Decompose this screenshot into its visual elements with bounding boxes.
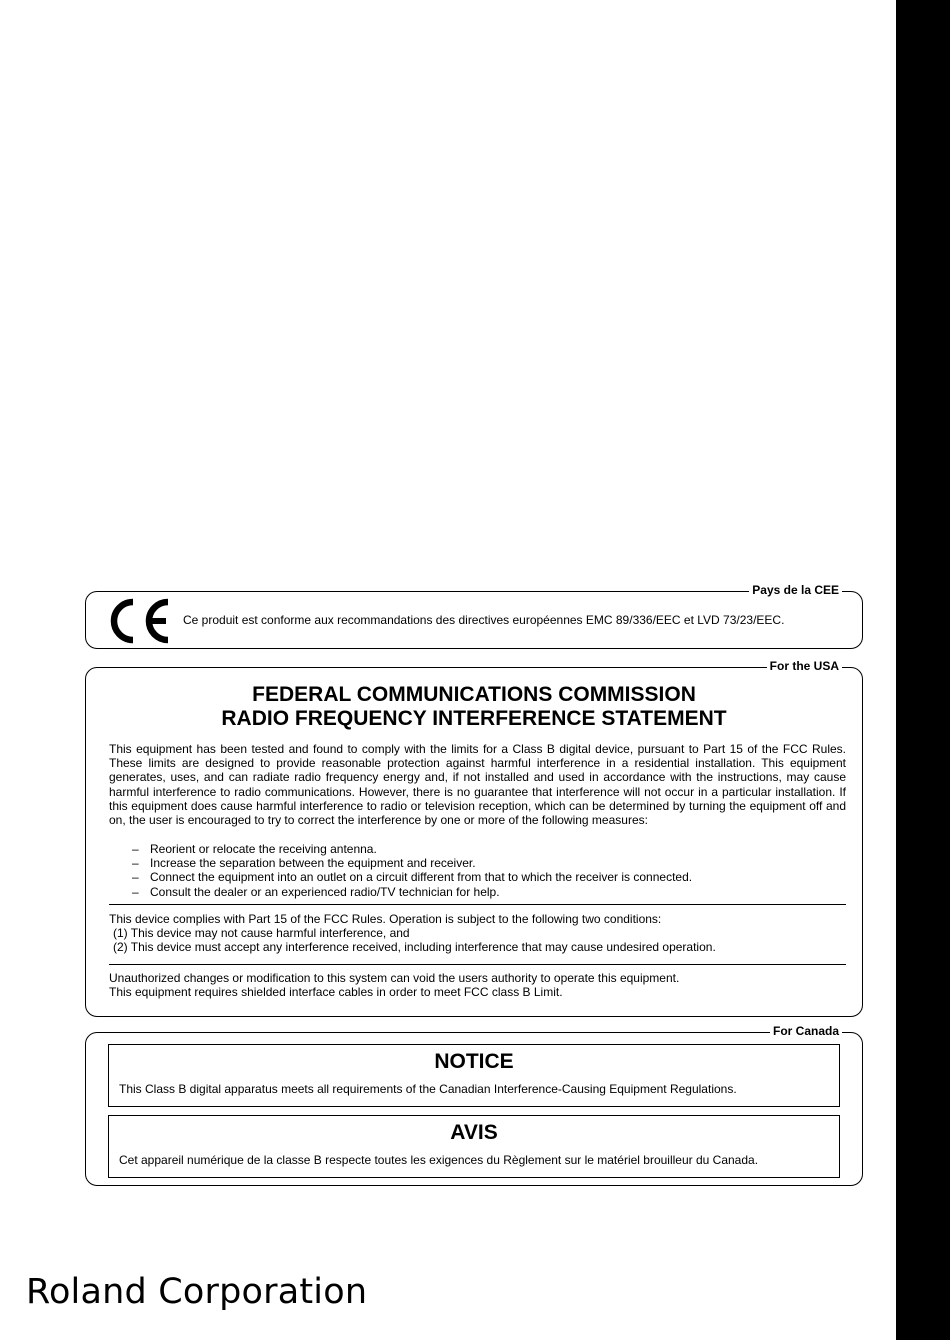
fcc-unauthorized-block bbox=[109, 971, 846, 999]
ce-mark-icon bbox=[102, 598, 174, 644]
ce-section bbox=[85, 583, 863, 649]
list-dash: – bbox=[132, 842, 139, 856]
condition-1: (1) This device may not cause harmful interference, and bbox=[113, 926, 410, 941]
roland-logo: Roland Corporation bbox=[26, 1272, 368, 1312]
fcc-part15-block bbox=[109, 912, 846, 955]
list-dash: – bbox=[132, 884, 139, 899]
divider bbox=[109, 964, 846, 965]
notice-box bbox=[108, 1044, 840, 1107]
avis-title: AVIS bbox=[450, 1121, 498, 1144]
measure-text: Increase the separation between the equipment and receiver. bbox=[150, 856, 476, 871]
fcc-measures-list bbox=[109, 842, 846, 899]
condition-2: (2) This device must accept any interference received, including interference that may cause undesired operation. bbox=[113, 940, 716, 955]
notice-text: This Class B digital apparatus meets all requirements of the Canadian Interference-Causing Equipment Regulations. bbox=[119, 1082, 737, 1096]
list-dash: – bbox=[132, 856, 139, 871]
canada-section-label: For Canada bbox=[770, 1024, 842, 1038]
list-item bbox=[109, 856, 846, 870]
fcc-section-label: For the USA bbox=[767, 659, 842, 673]
unauthorized-line-2: This equipment requires shielded interface cables in order to meet FCC class B Limit. bbox=[109, 985, 563, 1000]
measure-text: Connect the equipment into an outlet on a circuit different from that to which the receiver is connected. bbox=[150, 870, 693, 885]
canada-section bbox=[85, 1024, 863, 1186]
avis-text: Cet appareil numérique de la classe B respecte toutes les exigences du Règlement sur le matériel brouilleur du Canada. bbox=[119, 1153, 759, 1167]
fcc-title-line-1: FEDERAL COMMUNICATIONS COMMISSION bbox=[252, 683, 696, 706]
notice-title: NOTICE bbox=[434, 1050, 514, 1073]
list-item bbox=[109, 842, 846, 856]
page-edge-bar bbox=[896, 0, 950, 1340]
list-item bbox=[109, 870, 846, 884]
list-dash: – bbox=[132, 870, 139, 885]
list-item bbox=[109, 885, 846, 899]
ce-statement: Ce produit est conforme aux recommandations des directives européennes EMC 89/336/EEC et LVD 73/23/EEC. bbox=[183, 613, 785, 627]
divider bbox=[109, 904, 846, 905]
measure-text: Consult the dealer or an experienced radio/TV technician for help. bbox=[150, 884, 500, 899]
measure-text: Reorient or relocate the receiving antenna. bbox=[150, 842, 377, 856]
ce-section-label: Pays de la CEE bbox=[749, 583, 842, 597]
fcc-section bbox=[85, 659, 863, 1017]
part15-intro: This device complies with Part 15 of the FCC Rules. Operation is subject to the following two conditions: bbox=[109, 912, 662, 926]
fcc-title-line-2: RADIO FREQUENCY INTERFERENCE STATEMENT bbox=[221, 707, 727, 730]
fcc-paragraph: This equipment has been tested and found to comply with the limits for a Class B digital device, pursuant to Part 15 of the FCC Rules. These limits are designed to provide reasonable protection against harmful interference in a residential installation. This equipment generates, uses, and can radiate radio frequency energy and, if not installed and used in accordance with the instructions, may cause harmful interference to radio communications. However, there is no guarantee that interference will not occur in a particular installation. If this equipment does cause harmful interference to radio or television reception, which can be determined by turning the equipment off and on, the user is encouraged to try to correct the interference by one or more of the following measures: bbox=[109, 742, 846, 828]
unauthorized-line-1: Unauthorized changes or modification to this system can void the users authority to operate this equipment. bbox=[109, 971, 680, 985]
avis-box bbox=[108, 1115, 840, 1178]
